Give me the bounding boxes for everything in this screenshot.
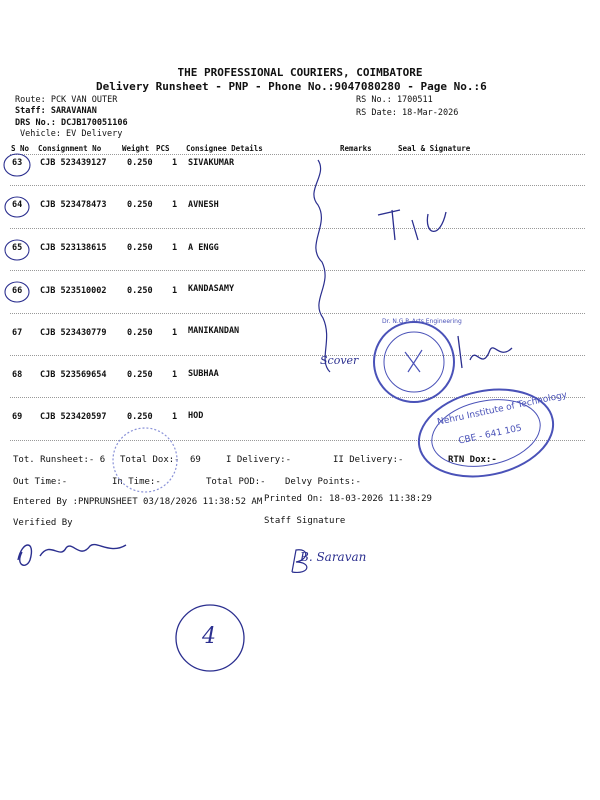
- rtn-dox: RTN Dox:-: [448, 455, 497, 465]
- row-sno: 66: [12, 286, 23, 296]
- printed-on: Printed On: 18-03-2026 11:38:29: [264, 494, 432, 504]
- drs-number: DRS No.: DCJB170051106: [15, 118, 128, 128]
- institute-stamp-name: Nehru Institute of Technology: [436, 390, 569, 428]
- entered-by: Entered By :PNPRUNSHEET 03/18/2026 11:38:52 AM: [13, 497, 263, 507]
- rs-date: RS Date: 18-Mar-2026: [356, 108, 459, 118]
- col-consignment: Consignment No: [38, 144, 102, 153]
- row-consignee: SUBHAA: [188, 369, 219, 379]
- company-title: THE PROFESSIONAL COURIERS, COIMBATORE: [177, 66, 423, 79]
- row-consignment: CJB 523510002: [40, 286, 107, 296]
- in-time: In Time:-: [112, 477, 161, 487]
- row-sno: 63: [12, 158, 23, 168]
- row-consignee: A ENGG: [188, 243, 219, 253]
- row-consignee: KANDASAMY: [188, 284, 235, 294]
- col-consignee: Consignee Details: [186, 144, 263, 153]
- row-pcs: 1: [172, 243, 178, 253]
- verified-by: Verified By: [13, 518, 73, 528]
- row-67-signature: [458, 336, 512, 368]
- row-weight: 0.250: [127, 200, 153, 210]
- row-weight: 0.250: [127, 286, 153, 296]
- i-delivery: I Delivery:-: [226, 455, 292, 465]
- total-dox-label: Total Dox:-: [120, 455, 180, 465]
- circled-number: 4: [202, 624, 216, 649]
- tiu-signature-mark: [378, 210, 446, 240]
- row-sno: 68: [12, 370, 23, 380]
- row-sno: 65: [12, 243, 23, 253]
- row-consignee: MANIKANDAN: [188, 326, 240, 336]
- route-label: Route: PCK VAN OUTER: [15, 95, 118, 105]
- row-consignment: CJB 523478473: [40, 200, 107, 210]
- runsheet-subtitle: Delivery Runsheet - PNP - Phone No.:9047080280 - Page No.:6: [96, 80, 487, 93]
- row-weight: 0.250: [127, 412, 153, 422]
- row-pcs: 1: [172, 158, 178, 168]
- delvy-points: Delvy Points:-: [285, 477, 361, 487]
- staff-signature-label: Staff Signature: [264, 516, 346, 526]
- out-time: Out Time:-: [13, 477, 68, 487]
- row-sno: 69: [12, 412, 23, 422]
- total-dox-value: 69: [190, 455, 201, 465]
- receipt-stamp-text: Dr. N.G.P. Arts Engineering: [382, 318, 462, 325]
- row-consignee: AVNESH: [188, 200, 219, 210]
- row-consignment: CJB 523569654: [40, 370, 107, 380]
- remarks-note: Scover: [320, 354, 359, 367]
- row-consignee: HOD: [188, 411, 204, 421]
- col-remarks: Remarks: [340, 144, 372, 153]
- col-seal-signature: Seal & Signature: [398, 144, 471, 153]
- col-weight: Weight: [122, 144, 150, 153]
- sno-circle-marks: [4, 154, 30, 302]
- col-sno: S No: [11, 144, 30, 153]
- staff-signature: B. Saravan: [300, 550, 367, 564]
- row-pcs: 1: [172, 412, 178, 422]
- row-weight: 0.250: [127, 328, 153, 338]
- tot-runsheet: Tot. Runsheet:- 6: [13, 455, 106, 465]
- row-pcs: 1: [172, 200, 178, 210]
- row-consignment: CJB 523430779: [40, 328, 107, 338]
- row-sno: 64: [12, 200, 23, 210]
- col-pcs: PCS: [156, 144, 170, 153]
- receipt-stamp: [374, 322, 454, 402]
- row-pcs: 1: [172, 328, 178, 338]
- faint-stamp: [113, 428, 177, 492]
- vehicle-label: Vehicle: EV Delivery: [20, 129, 123, 139]
- ii-delivery: II Delivery:-: [333, 455, 404, 465]
- staff-label: Staff: SARAVANAN: [15, 106, 97, 116]
- row-consignment: CJB 523439127: [40, 158, 107, 168]
- row-weight: 0.250: [127, 243, 153, 253]
- row-consignment: CJB 523420597: [40, 412, 107, 422]
- rs-number: RS No.: 1700511: [356, 95, 433, 105]
- row-pcs: 1: [172, 370, 178, 380]
- institute-stamp-code: CBE - 641 105: [457, 423, 523, 447]
- row-sno: 67: [12, 328, 23, 338]
- brace-mark: [314, 160, 330, 372]
- row-weight: 0.250: [127, 370, 153, 380]
- row-consignment: CJB 523138615: [40, 243, 107, 253]
- total-pod: Total POD:-: [206, 477, 266, 487]
- row-weight: 0.250: [127, 158, 153, 168]
- row-pcs: 1: [172, 286, 178, 296]
- row-consignee: SIVAKUMAR: [188, 158, 235, 168]
